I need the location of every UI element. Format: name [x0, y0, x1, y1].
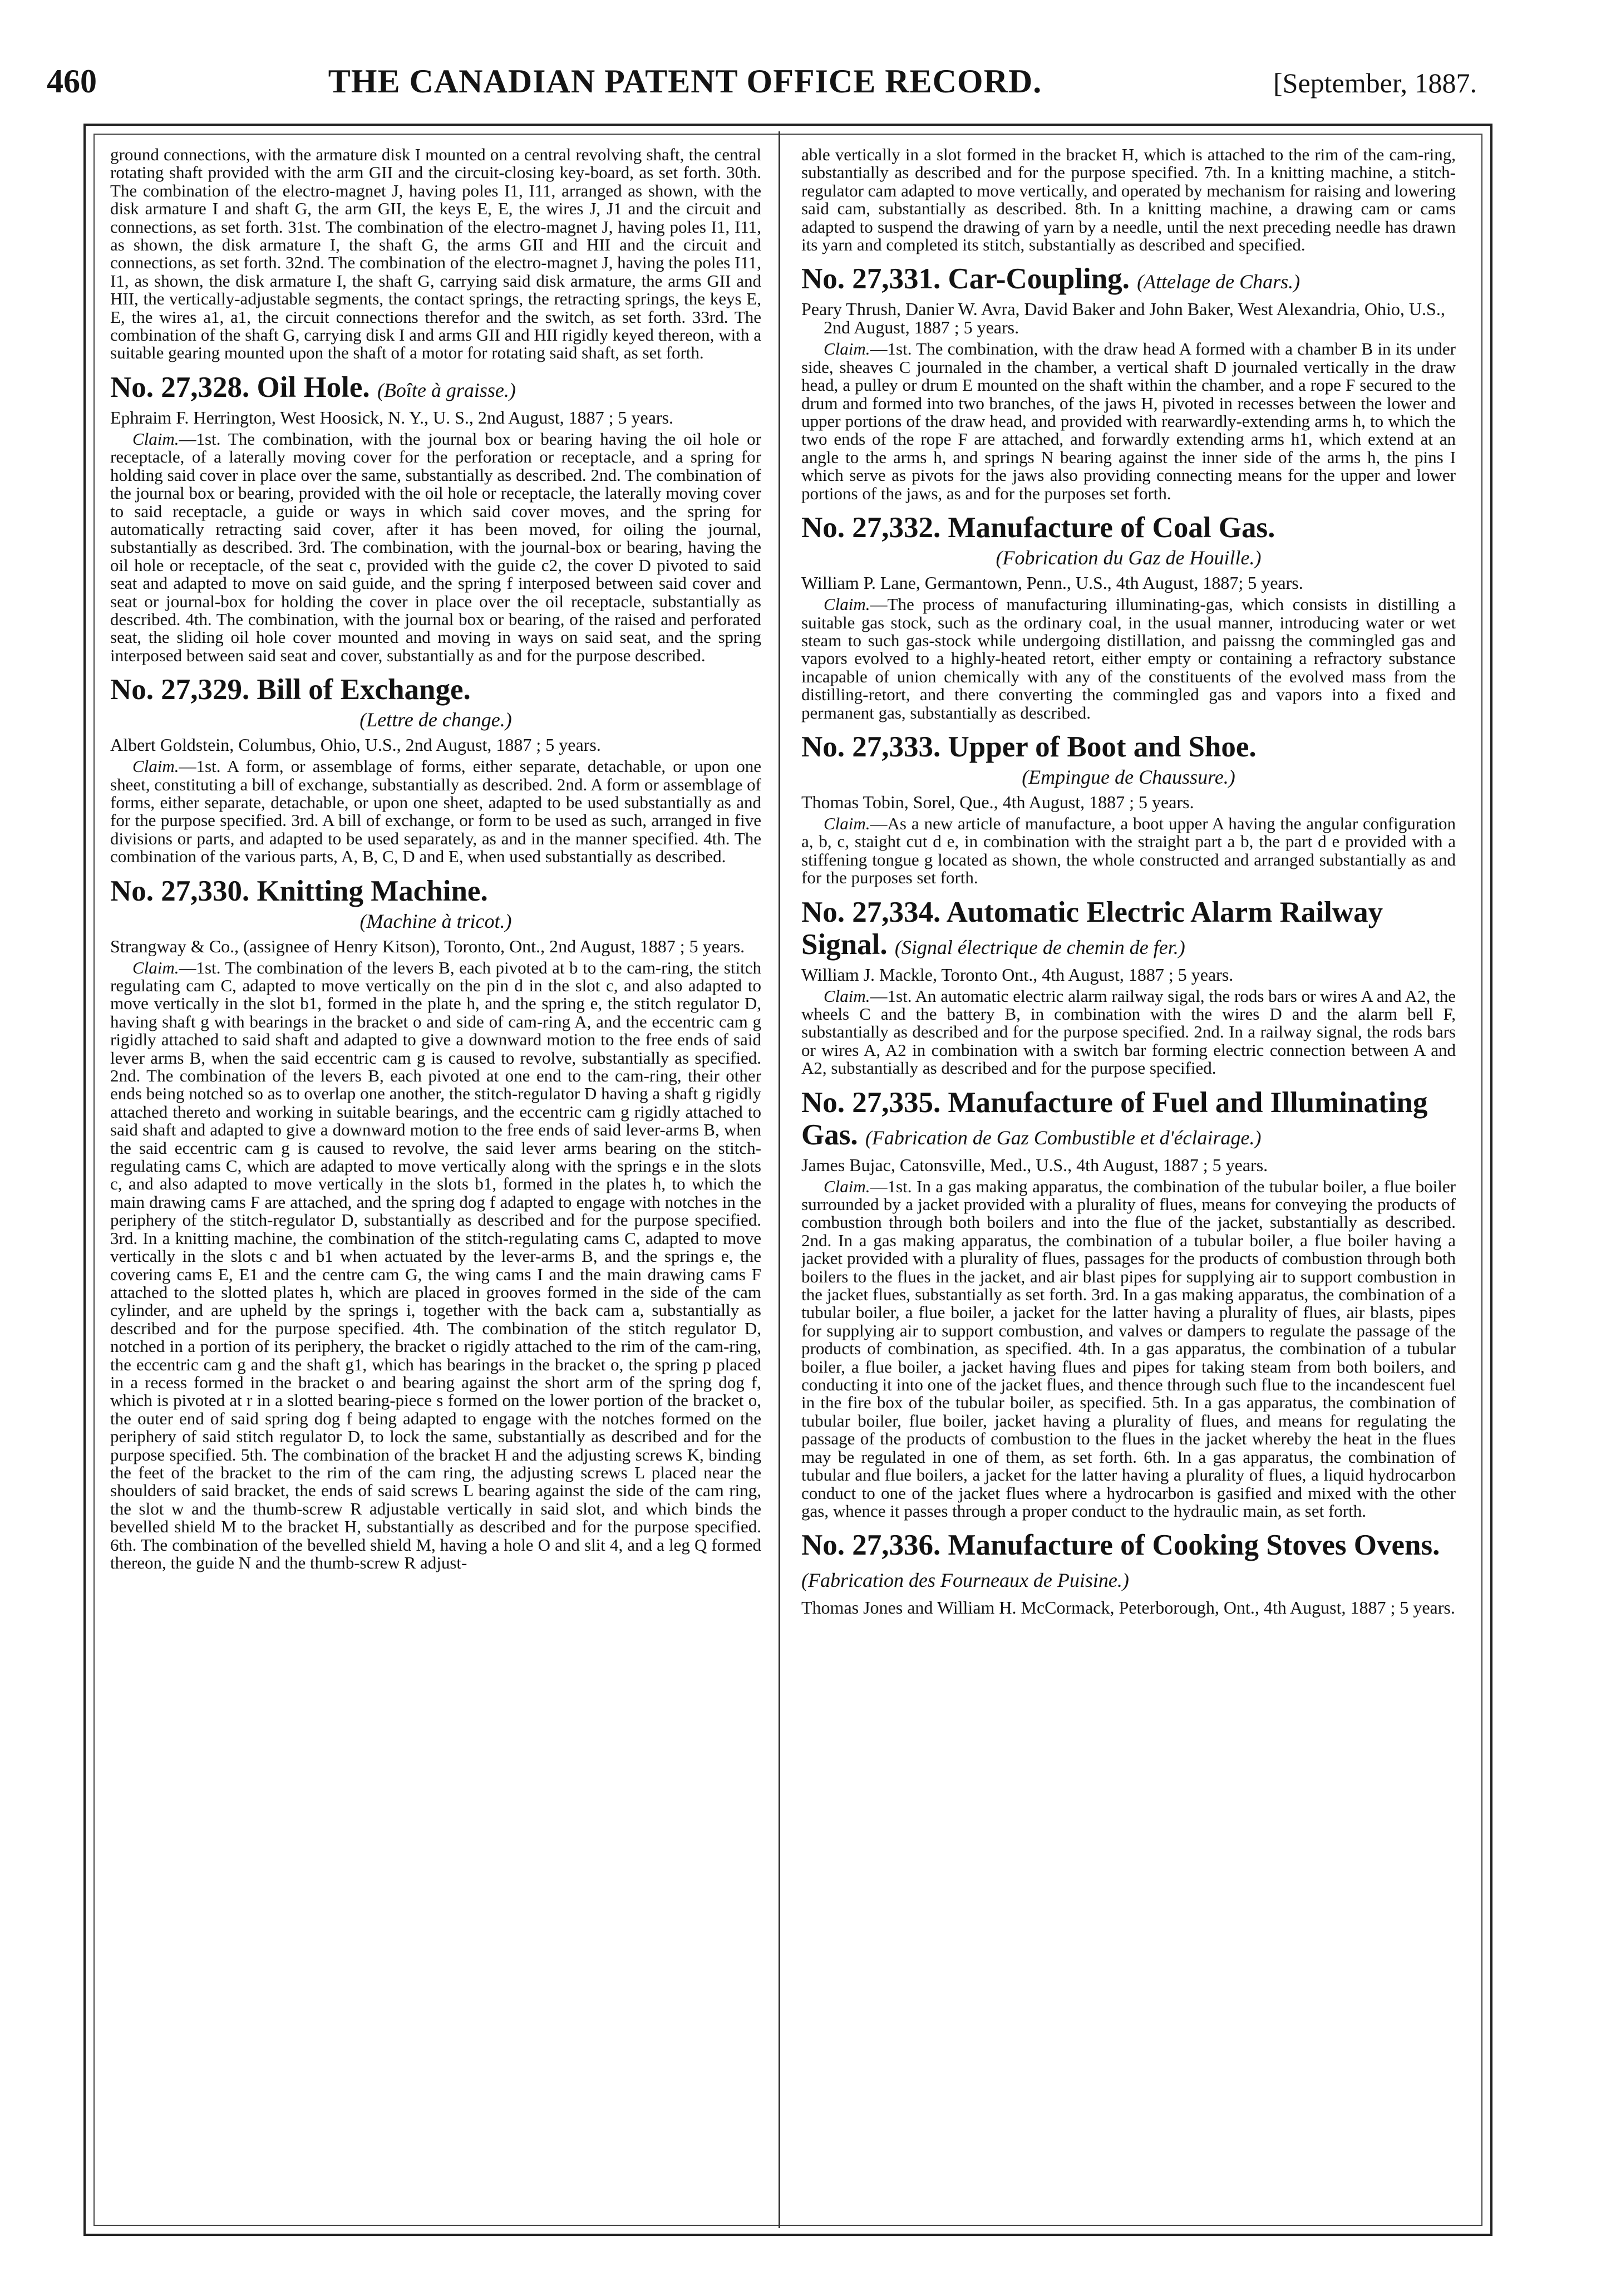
patent-french-title: (Signal électrique de chemin de fer.) — [894, 936, 1185, 958]
patent-title: Car-Coupling. — [948, 263, 1130, 296]
claim-text — [801, 815, 1456, 887]
patent-entry — [110, 875, 761, 1572]
patent-heading — [801, 896, 1456, 963]
patent-title: Bill of Exchange. — [257, 673, 471, 706]
patent-french-title: (Empingue de Chaussure.) — [1022, 765, 1235, 788]
patent-entry — [801, 731, 1456, 887]
claim-text — [801, 987, 1456, 1078]
patent-heading — [801, 1086, 1456, 1154]
claim-text — [110, 959, 761, 1572]
patent-entry — [110, 673, 761, 866]
claim-body: —1st. An automatic electric alarm railway sigal, the rods bars or wires A and A2, the wheels C and the battery B, in combination with the wires D and the alarm bell F, substantially as described and for the purpose specified. 2nd. In a railway signal, the rods bars or wires A, A2 in combination with a switch bar forming electric connection between A and A2, substantially as described and for the purpose specified. — [801, 986, 1456, 1078]
patent-number: No. 27,329. — [110, 673, 250, 706]
patentee: Albert Goldstein, Columbus, Ohio, U.S., 2nd August, 1887 ; 5 years. — [110, 735, 601, 755]
column-divider — [779, 131, 780, 2228]
patent-entry — [801, 1529, 1456, 1617]
claim-label: Claim. — [824, 986, 870, 1006]
right-column — [801, 146, 1456, 2222]
patent-title: Automatic Electric Alarm Railway Signal. — [801, 896, 1383, 961]
patent-number: No. 27,333. — [801, 730, 941, 763]
patent-french-title: (Machine à tricot.) — [359, 909, 512, 932]
patent-number: No. 27,335. — [801, 1086, 941, 1119]
patent-title: Oil Hole. — [257, 371, 370, 404]
patent-heading — [110, 673, 761, 706]
patentee: Ephraim F. Herrington, West Hoosick, N. Y., U. S., 2nd August, 1887 ; 5 years. — [110, 407, 673, 427]
patent-french-title: (Lettre de change.) — [359, 709, 512, 731]
patent-heading — [801, 512, 1456, 544]
patentee: Thomas Tobin, Sorel, Que., 4th August, 1887 ; 5 years. — [801, 791, 1194, 812]
patent-entry — [801, 1086, 1456, 1521]
claim-body: —1st. The combination, with the journal box or bearing having the oil hole or receptacle, of a laterally moving cover for the perforation or receptacle, and a spring for holding said cover in place over the same, substantially as described. 2nd. The combination of the journal box or bearing, provided with the oil hole or receptacle, the laterally moving cover to said receptacle, a guide or ways in which said cover moves, and the spring for automatically retracting said cover, after it has been moved, for oiling the journal, substantially as described. 3rd. The combination, with the journal-box or bearing, having the oil hole or receptacle, of the seat c, provided with the guide c2, the cover D pivoted to said seat and adapted to move on said guide, and the spring f interposed between said cover and seat or journal-box for holding the cover in place over the oil receptacle, substantially as described. 4th. The combination, with the journal box or bearing, of the raised and perforated seat, the sliding oil hole cover mounted and moving in ways on said seat, and the spring interposed between said seat and cover, substantially as and for the purpose described. — [110, 429, 761, 665]
continued-claim-text: ground connections, with the armature disk I mounted on a central revolving shaft, the central rotating shaft provided with the arm GII and the circuit-closing key-board, as set forth. 30th. The combination of the electro-magnet J, having poles I1, I11, arranged as shown, with the disk armature I and shaft G, the arm GII, the keys E, E, the wires J, J1 and the circuit and connections, as set forth. 31st. The combination of the electro-magnet J, having poles I1, I11, as shown, the disk armature I, the shaft G, the arms GII and HII and the circuit and connections, as set forth. 32nd. The combination of the electro-magnet J, having the poles I11, I1, as shown, the disk armature I, the shaft G, carrying said disk armature, the arms GII and HII, the vertically-adjustable segments, the contact springs, the retracting springs, the keys E, E, the wires a1, a1, the circuit connections therefor and the switch, as set forth. 33rd. The combination of the shaft G, carrying disk I and arms GII and HII rigidly keyed thereon, with a suitable gearing mounted upon the shaft of a motor for rotating said shaft, as set forth. — [110, 146, 761, 363]
patentee: Strangway & Co., (assignee of Henry Kitson), Toronto, Ont., 2nd August, 1887 ; 5 years. — [110, 936, 745, 956]
claim-label: Claim. — [824, 339, 870, 359]
claim-body: —1st. In a gas making apparatus, the combination of the tubular boiler, a flue boiler surrounded by a jacket provided with a plurality of flues, means for conveying the products of combustion through both boilers and into the flue of the jacket, substantially as described. 2nd. In a gas making apparatus, the combination of a tubular boiler, a flue boiler having a jacket provided with a plurality of flues, passages for the products of combustion through both boilers to the flues in the jacket, and air blast pipes for supplying air to support combustion in the jacket flues, substantially as set forth. 3rd. In a gas making apparatus, the combination of a tubular boiler, a flue boiler, a jacket for the latter having a plurality of flues, air blasts, pipes for supplying air to support combustion, and valves or dampers to regulate the passage of the products of combination, as specified. 4th. In a gas apparatus, the combination of a tubular boiler, a flue boiler, a jacket having flues and pipes for taking steam from both boilers, and conducting it into one of the jacket flues, and thence through such flue to the incandescent fuel in the fire box of the tubular boiler, as specified. 5th. In a gas apparatus, the combination of tubular boiler, flue boiler, jacket having a plurality of flues, and means for regulating the passage of the products of combustion to the flues in the jacket whereby the heat in the flues may be regulated in one of them, as set forth. 6th. In a gas apparatus, the combination of tubular and flue boilers, a jacket for the latter having a plurality of flues, a liquid hydrocarbon conduct to one of the jacket flues where a hydrocarbon is gasified and mixed with the other gas, whence it passes through a proper conduct to the hydraulic main, as set forth. — [801, 1176, 1456, 1521]
patent-number: No. 27,328. — [110, 371, 250, 404]
patent-french-title: (Fabrication de Gaz Combustible et d'éclairage.) — [865, 1126, 1262, 1149]
left-column — [110, 146, 761, 2222]
patent-entry — [110, 371, 761, 665]
patent-french-title: (Boîte à graisse.) — [377, 378, 516, 401]
patent-number: No. 27,332. — [801, 512, 941, 544]
patent-french-title: (Attelage de Chars.) — [1137, 271, 1300, 293]
patent-title: Manufacture of Cooking Stoves Ovens. — [948, 1529, 1440, 1562]
claim-body: —The process of manufacturing illuminating-gas, which consists in distilling a suitable gas stock, such as the ordinary coal, in the usual manner, introducing water or wet steam to such gas-stock while undergoing distillation, and paissng the commingled gas and vapors evolved to a highly-heated retort, either empty or containing a refractory substance incapable of union chemically with any of the constituents of the evolved mass from the distilling-retort, and there converting the commingled gas and vapors into a fixed and permanent gas, substantially as described. — [801, 594, 1456, 722]
claim-body: —1st. The combination, with the draw head A formed with a chamber B in its under side, sheaves C journaled in the chamber, a vertical shaft D journaled vertically in the draw head, a pulley or drum E mounted on the shaft within the chamber, and a rope F secured to the drum and formed into two branches, of the jaws H, pivoted in recesses between the lower and upper portions of the draw head, and provided with rearwardly-extending arms h, to which the two ends of the rope F are attached, and forwardly extending arms h1, which extend at an angle to the arms h, and springs N bearing against the inner side of the arms h, the pins I which serve as pivots for the jaws also providing connecting means for the upper and lower portions of the jaws, as and for the purposes set forth. — [801, 339, 1456, 503]
continued-claim-text: able vertically in a slot formed in the bracket H, which is attached to the rim of the cam-ring, substantially as described and for the purpose specified. 7th. In a knitting machine, a stitch-regulator cam adapted to move vertically, and operated by mechanism for raising and lowering said cam, substantially as described. 8th. In a knitting machine, a drawing cam or cams adapted to suspend the drawing of yarn by a needle, until the next preceding needle has drawn its yarn and completed its stitch, substantially as described and specified. — [801, 146, 1456, 255]
claim-body: —As a new article of manufacture, a boot upper A having the angular configuration a, b, c, staight cut d e, in combination with the straight part a b, the part d e provided with a stiffening tongue g located as shown, the whole constructed and arranged substantially as and for the purposes set forth. — [801, 813, 1456, 888]
claim-text — [110, 758, 761, 866]
patent-number: No. 27,334. — [801, 896, 941, 928]
patent-heading — [110, 371, 761, 406]
patent-title: Manufacture of Fuel and Illuminating Gas. — [801, 1086, 1428, 1151]
patent-number: No. 27,330. — [110, 874, 250, 907]
patent-title: Manufacture of Coal Gas. — [948, 512, 1275, 544]
claim-label: Claim. — [132, 429, 179, 449]
claim-body: —1st. A form, or assemblage of forms, either separate, detachable, or upon one sheet, constituting a bill of exchange, substantially as described. 2nd. A form or assemblage of forms, either separate, detachable, or upon one sheet, adapted to be used substantially as and for the purpose specified. 3rd. A bill of exchange, or form to be used as such, arranged in five divisions or parts, and adapted to be used separately, as and in the manner specified. 4th. The combination of the various parts, A, B, C, D and E, when used substantially as described. — [110, 756, 761, 867]
patent-french-title: (Fobrication du Gaz de Houille.) — [996, 547, 1262, 569]
patent-entry — [801, 896, 1456, 1078]
claim-label: Claim. — [132, 756, 179, 776]
patentee: Thomas Jones and William H. McCormack, Peterborough, Ont., 4th August, 1887 ; 5 years. — [801, 1597, 1455, 1618]
claim-label: Claim. — [132, 957, 179, 977]
patentee: Peary Thrush, Danier W. Avra, David Baker and John Baker, West Alexandria, Ohio, U.S., 2nd August, 1887 ; 5 years. — [801, 299, 1445, 338]
claim-text — [110, 430, 761, 665]
patent-title: Upper of Boot and Shoe. — [948, 730, 1257, 763]
patent-entry — [801, 512, 1456, 722]
patent-french-title: (Fabrication des Fourneaux de Puisine.) — [801, 1569, 1129, 1592]
patentee: James Bujac, Catonsville, Med., U.S., 4th August, 1887 ; 5 years. — [801, 1154, 1268, 1175]
claim-body: —1st. The combination of the levers B, each pivoted at b to the cam-ring, the stitch regulating cam C, adapted to move vertically on the pin d in the slot c, and also adapted to move vertically in the slot b1, formed in the plate h, and the spring e, the stitch regulator D, having shaft g with bearings in the bracket o and side of cam-ring A, and the eccentric cam g rigidly attached to said shaft and adapted to give a downward motion to the free ends of said lever arms B, when the said eccentric cam g is caused to revolve, substantially as specified. 2nd. The combination of the levers B, each pivoted at one end to the cam-ring, their other ends being notched so as to overlap one another, the stitch-regulator D having a shaft g rigidly attached thereto and working in suitable bearings, and the eccentric cam g rigidly attached to said shaft and adapted to give a downward motion to the free ends of said lever-arms B, when the said eccentric cam g is caused to revolve, the said lever arms bearing on the stitch-regulating cams C, which are adapted to move vertically along with the springs e in the slots c, and also adapted to move vertically in the slots b1, formed in the plates h, to which the main drawing cams F are attached, and the spring dog f adapted to engage with notches in the periphery of the stitch-regulator D, substantially as described and for the purpose specified. 3rd. In a knitting machine, the combination of the stitch-regulating cams C, adapted to move vertically in the slots c and b1 when actuated by the lever-arms B, and the springs e, the covering cams E, E1 and the centre cam G, the wing cams I and the main drawing cams F attached to the slotted plates h, which are placed in grooves formed in the side of the cam cylinder, and are upheld by the springs i, together with the back cam a, substantially as described and for the purpose specified. 4th. The combination of the stitch regulator D, notched in a portion of its periphery, the bracket o rigidly attached to the rim of the cam-ring, the eccentric cam g and the shaft g1, which has bearings in the bracket o, the spring p placed in a recess formed in the bracket o and bearing against the short arm of the spring dog f, which is pivoted at r in a slotted bearing-piece s formed on the lower portion of the bracket o, the outer end of said spring dog f being adapted to engage with the notches formed on the periphery of said stitch regulator D, to lock the same, substantially as described and for the purpose specified. 5th. The combination of the bracket H and the adjusting screws K, binding the feet of the bracket to the rim of the cam ring, the adjusting screws L placed near the shoulders of said bracket, the ends of said screws L bearing against the side of the cam ring, the slot w and the thumb-screw R adjustable vertically in said slot, and which binds the bevelled shield M to the bracket H, substantially as described and for the purpose specified. 6th. The combination of the bevelled shield M, having a hole O and slit 4, and a leg Q formed thereon, the guide N and the thumb-screw R adjust- — [110, 957, 761, 1572]
patent-entry — [801, 263, 1456, 503]
claim-label: Claim. — [824, 1176, 870, 1196]
patent-number: No. 27,336. — [801, 1529, 941, 1562]
page-number: 460 — [47, 63, 97, 100]
page-header — [47, 62, 1477, 112]
claim-label: Claim. — [824, 594, 870, 614]
patentee: William J. Mackle, Toronto Ont., 4th August, 1887 ; 5 years. — [801, 964, 1234, 985]
issue-date: [September, 1887. — [1273, 67, 1477, 99]
patent-title: Knitting Machine. — [257, 874, 488, 907]
journal-title: THE CANADIAN PATENT OFFICE RECORD. — [328, 63, 1042, 100]
patent-heading — [801, 1529, 1456, 1596]
claim-text — [801, 596, 1456, 722]
claim-text — [801, 340, 1456, 503]
claim-label: Claim. — [824, 813, 870, 833]
patent-heading — [801, 263, 1456, 298]
patent-heading — [801, 731, 1456, 763]
patent-number: No. 27,331. — [801, 263, 941, 296]
patent-heading — [110, 875, 761, 907]
claim-text — [801, 1178, 1456, 1521]
patentee: William P. Lane, Germantown, Penn., U.S., 4th August, 1887; 5 years. — [801, 573, 1303, 593]
